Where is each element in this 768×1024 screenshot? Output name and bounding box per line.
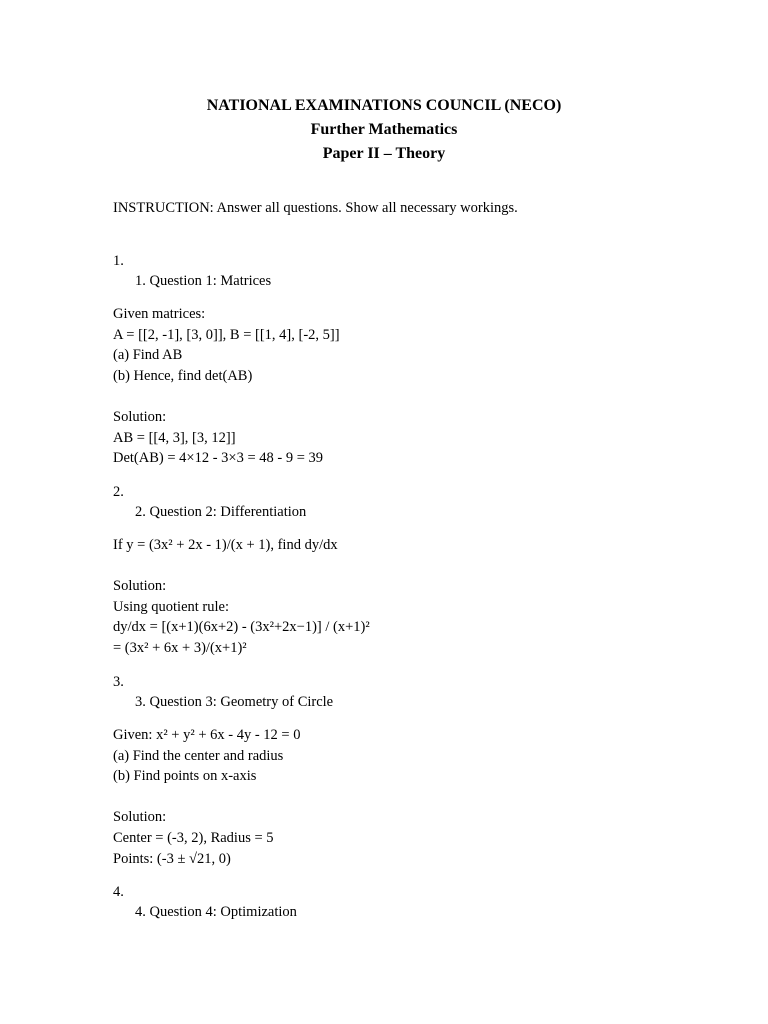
question-body [113, 304, 673, 469]
blank-line [113, 556, 673, 577]
question-number: 4. [113, 884, 124, 900]
solution-label: Solution: [113, 578, 167, 595]
solution-line: AB = [[4, 3], [3, 12]] [113, 429, 236, 446]
question-line: (b) Hence, find det(AB) [113, 367, 253, 384]
question-heading: 4. Question 4: Optimization [135, 904, 297, 920]
question-1 [113, 251, 673, 469]
paper-title: Paper II – Theory [322, 145, 446, 162]
question-line: (a) Find the center and radius [113, 747, 284, 764]
solution-line: dy/dx = [(x+1)(6x+2) - (3x²+2x−1)] / (x+1)² [113, 619, 370, 636]
question-4 [113, 882, 673, 922]
question-body [113, 725, 673, 869]
solution-line: Center = (-3, 2), Radius = 5 [113, 829, 274, 846]
question-line: Given: x² + y² + 6x - 4y - 12 = 0 [113, 727, 301, 743]
instruction-text: INSTRUCTION: Answer all questions. Show all necessary workings. [113, 200, 518, 216]
question-line: (b) Find points on x-axis [113, 768, 257, 785]
question-heading: 1. Question 1: Matrices [135, 273, 272, 289]
question-3 [113, 672, 673, 869]
council-title: NATIONAL EXAMINATIONS COUNCIL (NECO) [206, 97, 562, 114]
question-line: (a) Find AB [113, 347, 183, 364]
solution-line: Det(AB) = 4×12 - 3×3 = 48 - 9 = 39 [113, 450, 324, 467]
question-heading: 3. Question 3: Geometry of Circle [135, 694, 334, 710]
subject-title: Further Mathematics [310, 121, 458, 138]
question-number: 1. [113, 253, 124, 269]
question-line: A = [[2, -1], [3, 0]], B = [[1, 4], [-2, 5]] [113, 326, 340, 343]
question-number: 3. [113, 674, 124, 690]
solution-line: Using quotient rule: [113, 598, 229, 615]
question-number: 2. [113, 484, 124, 500]
question-2 [113, 482, 673, 659]
solution-label: Solution: [113, 809, 167, 826]
question-line: Given matrices: [113, 306, 206, 322]
blank-line [113, 787, 673, 808]
document-header [0, 94, 768, 166]
blank-line [113, 386, 673, 407]
solution-label: Solution: [113, 408, 167, 425]
question-heading: 2. Question 2: Differentiation [135, 504, 307, 520]
question-body [113, 535, 673, 659]
question-line: If y = (3x² + 2x - 1)/(x + 1), find dy/dx [113, 537, 338, 553]
solution-line: Points: (-3 ± √21, 0) [113, 850, 231, 867]
solution-line: = (3x² + 6x + 3)/(x+1)² [113, 639, 247, 656]
